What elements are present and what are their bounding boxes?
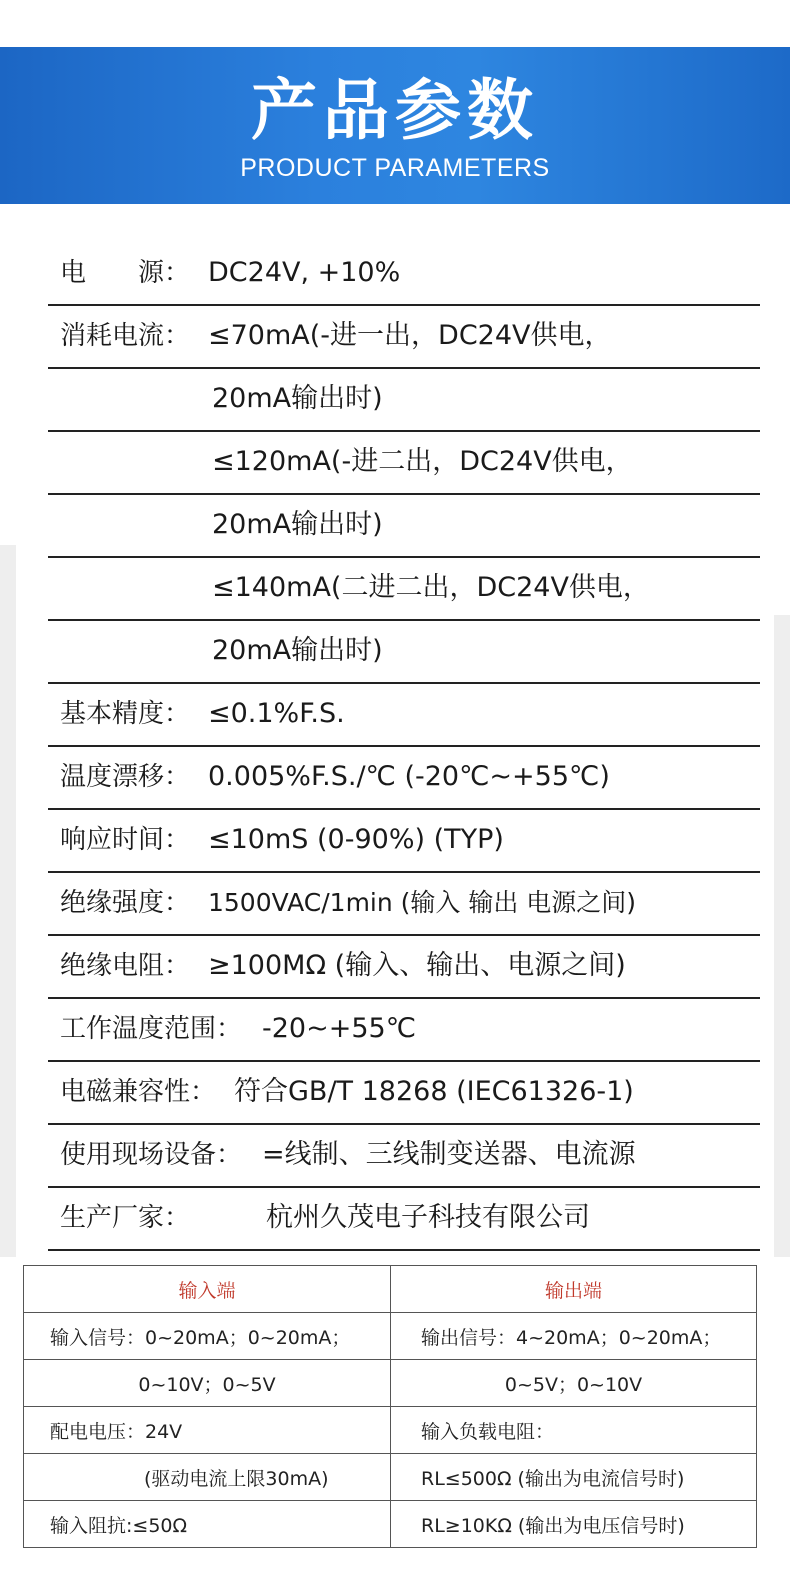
spec-label-part: 电 [60, 258, 87, 288]
spec-label-part: 源： [138, 258, 191, 288]
spec-row-power [48, 243, 760, 306]
spec-row-drift [48, 747, 760, 810]
spec-row-consumption-cont [48, 621, 760, 684]
spec-label: 电磁兼容性： [60, 1077, 217, 1107]
table-cell: 0~10V；0~5V [24, 1360, 391, 1407]
table-cell: 0~5V；0~10V [391, 1360, 757, 1407]
spec-label: 基本精度： [60, 699, 191, 729]
spec-label: 温度漂移： [60, 762, 191, 792]
spec-row-consumption-cont [48, 432, 760, 495]
spec-label: 生产厂家： [60, 1203, 191, 1233]
page-title: 产品参数 [251, 72, 539, 149]
column-header-input: 输入端 [24, 1266, 391, 1313]
spec-value: DC24V, +10% [208, 257, 401, 288]
spec-label: 工作温度范围： [60, 1014, 243, 1044]
spec-label: 使用现场设备： [60, 1140, 243, 1170]
table-cell: RL≥10KΩ (输出为电压信号时) [391, 1501, 757, 1548]
spec-row-work-temp [48, 999, 760, 1062]
table-row [24, 1454, 757, 1501]
spec-label: 绝缘强度： [60, 888, 191, 918]
table-row [24, 1501, 757, 1548]
spec-row-consumption-cont [48, 369, 760, 432]
spec-value: 1500VAC/1min (输入 输出 电源之间) [208, 888, 637, 917]
table-row [24, 1360, 757, 1407]
spec-value: ≤0.1%F.S. [208, 698, 345, 729]
spec-label: 绝缘电阻： [60, 951, 191, 981]
io-table [23, 1265, 757, 1548]
spec-label [60, 253, 190, 293]
column-header-output: 输出端 [391, 1266, 757, 1313]
table-row [24, 1407, 757, 1454]
table-row [24, 1313, 757, 1360]
spec-row-consumption [48, 306, 760, 369]
spec-label: 消耗电流： [60, 321, 191, 351]
spec-value: ≤10mS (0-90%) (TYP) [208, 824, 504, 855]
spec-value: ≤140mA(二进二出，DC24V供电， [212, 572, 650, 603]
spec-value: ≤70mA(-进一出，DC24V供电， [208, 320, 612, 351]
table-cell: 输入阻抗:≤50Ω [24, 1501, 391, 1548]
table-cell: 配电电压：24V [24, 1407, 391, 1454]
table-cell: 输入信号：0~20mA；0~20mA； [24, 1313, 391, 1360]
left-side-strip [0, 545, 16, 1257]
spec-row-consumption-cont [48, 558, 760, 621]
spec-row-manufacturer [48, 1188, 760, 1251]
spec-row-response [48, 810, 760, 873]
spec-label: 响应时间： [60, 825, 191, 855]
header-banner [0, 47, 790, 204]
spec-row-devices [48, 1125, 760, 1188]
spec-value: -20~+55℃ [262, 1013, 417, 1044]
spec-value: 0.005%F.S./℃ (-20℃~+55℃) [208, 761, 610, 792]
table-cell: 输入负载电阻： [391, 1407, 757, 1454]
spec-row-consumption-cont [48, 495, 760, 558]
spec-value: 20mA输出时) [212, 383, 383, 414]
table-cell: RL≤500Ω (输出为电流信号时) [391, 1454, 757, 1501]
spec-list [48, 243, 760, 1251]
table-cell: (驱动电流上限30mA) [24, 1454, 391, 1501]
page-subtitle: PRODUCT PARAMETERS [240, 154, 550, 182]
spec-value: 杭州久茂电子科技有限公司 [266, 1202, 590, 1233]
spec-row-insulation-resistance [48, 936, 760, 999]
table-header-row [24, 1266, 757, 1313]
spec-value: 符合GB/T 18268 (IEC61326-1) [234, 1076, 634, 1107]
spec-row-insulation-strength [48, 873, 760, 936]
spec-value: 20mA输出时) [212, 635, 383, 666]
spec-value: 20mA输出时) [212, 509, 383, 540]
table-cell: 输出信号：4~20mA；0~20mA； [391, 1313, 757, 1360]
spec-value: ≥100MΩ (输入、输出、电源之间) [208, 950, 626, 981]
right-side-strip [774, 615, 790, 1257]
spec-value: ≤120mA(-进二出，DC24V供电， [212, 446, 633, 477]
spec-row-accuracy [48, 684, 760, 747]
spec-row-emc [48, 1062, 760, 1125]
spec-value: =线制、三线制变送器、电流源 [262, 1139, 636, 1170]
